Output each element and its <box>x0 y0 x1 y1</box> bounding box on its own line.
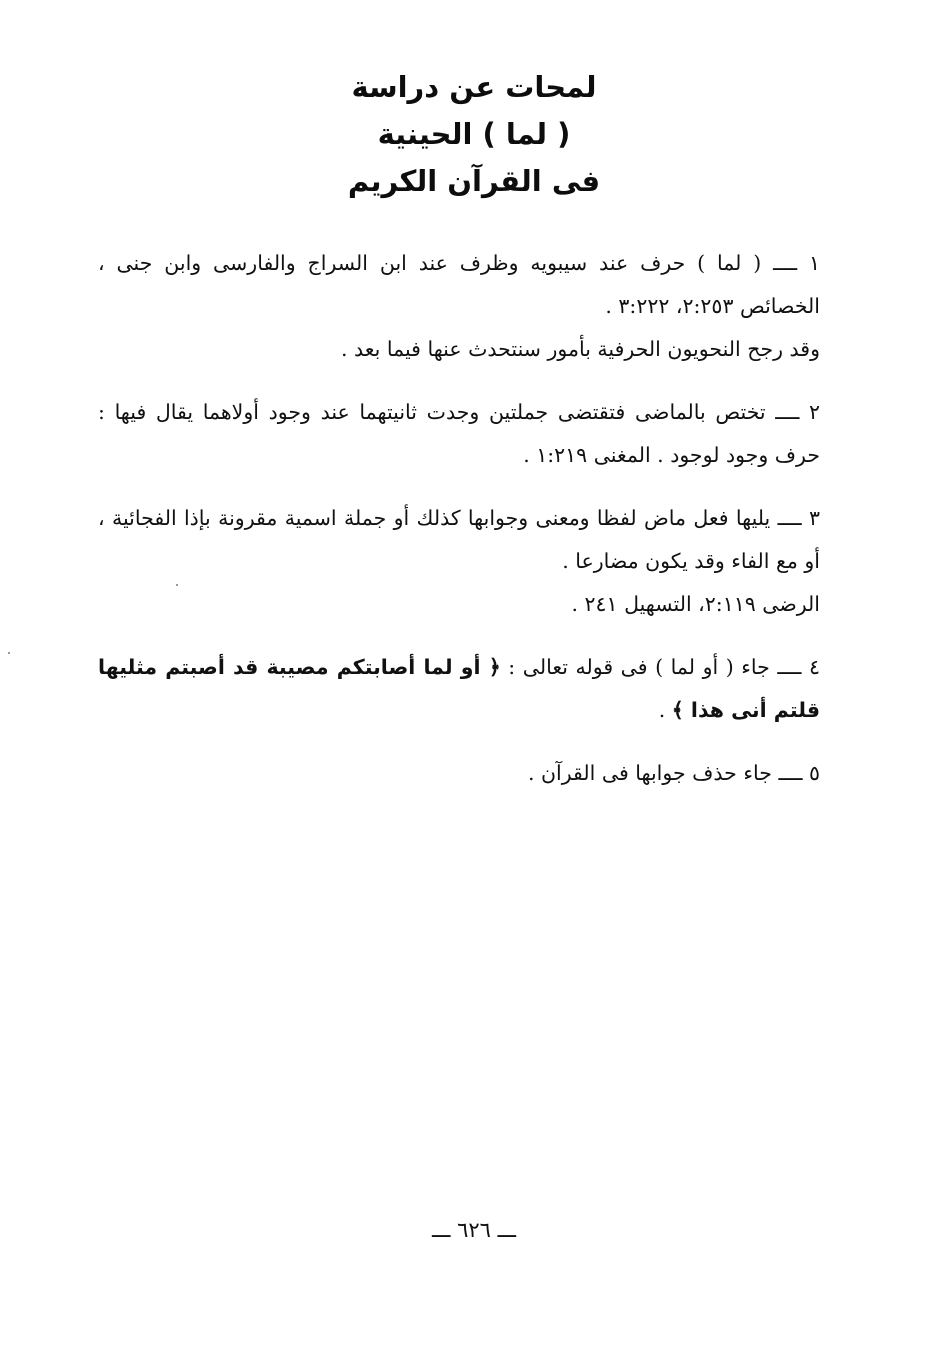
page-number: ـــ ٦٢٦ ـــ <box>431 1218 517 1242</box>
item-dash: ــــ <box>770 506 809 530</box>
item-extra: الرضى ٢:١١٩، التسهيل ٢٤١ . <box>571 592 820 616</box>
quran-verse: ﴿ أو لما أصابتكم مصيبة قد أصبتم مثليها قلتم أنى هذا ﴾ <box>98 655 820 722</box>
body-text <box>98 242 820 815</box>
page-title <box>0 64 948 205</box>
item-text: تختص بالماضى فتقتضى جملتين وجدت ثانيتهما عند وجود أولاهما يقال فيها : حرف وجود لوجود . المغنى ١:٢١٩ . <box>98 400 820 467</box>
item-text-after: . <box>658 698 672 722</box>
scan-speck <box>176 584 178 586</box>
item-text: يليها فعل ماض لفظا ومعنى وجوابها كذلك أو جملة اسمية مقرونة بإذا الفجائية ، أو مع الفاء وقد يكون مضارعا . <box>98 506 820 573</box>
list-item-3 <box>98 497 820 626</box>
item-number: ١ <box>808 251 820 275</box>
item-extra: وقد رجح النحويون الحرفية بأمور سنتحدث عنها فيما بعد . <box>340 337 820 361</box>
item-text: جاء حذف جوابها فى القرآن . <box>527 761 772 785</box>
item-number: ٥ <box>808 761 820 785</box>
item-dash: ــــ <box>761 251 809 275</box>
list-item-2 <box>98 391 820 477</box>
list-item-4 <box>98 646 820 732</box>
title-line-2: ( لما ) الحينية <box>377 117 571 151</box>
list-item-5 <box>98 752 820 795</box>
item-number: ٣ <box>808 506 820 530</box>
title-line-1: لمحات عن دراسة <box>351 70 597 104</box>
item-dash: ــــ <box>769 655 809 679</box>
item-dash: ــــ <box>765 400 809 424</box>
item-number: ٤ <box>808 655 820 679</box>
title-line-3: فى القرآن الكريم <box>347 164 601 198</box>
item-text-before: جاء ( أو لما ) فى قوله تعالى : <box>500 655 770 679</box>
item-number: ٢ <box>808 400 820 424</box>
item-dash: ــــ <box>771 761 809 785</box>
list-item-1 <box>98 242 820 371</box>
item-text: ( لما ) حرف عند سيبويه وظرف عند ابن السراج والفارسى وابن جنى ، الخصائص ٢:٢٥٣، ٣:٢٢٢ . <box>98 251 820 318</box>
scan-speck <box>8 652 10 654</box>
